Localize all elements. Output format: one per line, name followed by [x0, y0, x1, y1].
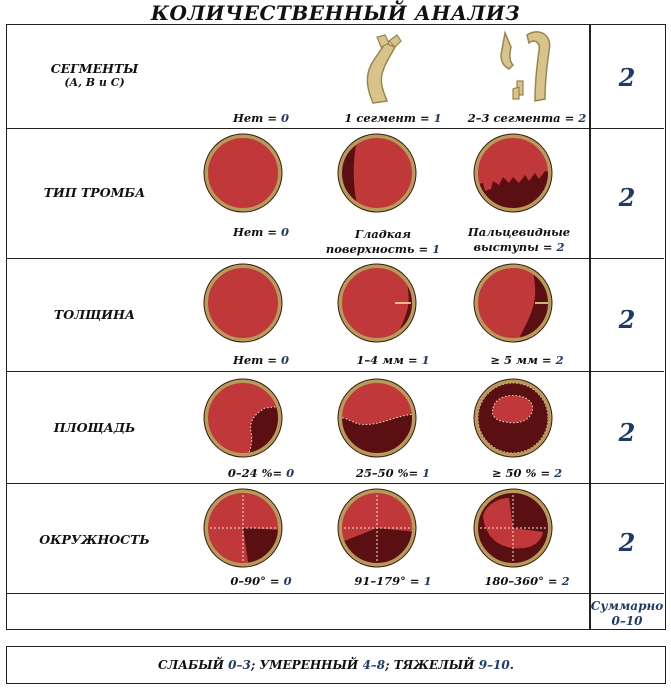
caption-area-0: 0–24 %= 0: [227, 466, 295, 480]
caption-thickness-1: 1–4 мм = 1: [356, 353, 430, 367]
row-area: [7, 372, 664, 484]
caption-circ-0: 0–90° = 0: [230, 574, 292, 588]
circle-no-thrombus: [203, 133, 283, 213]
circle-area-large: [473, 378, 553, 458]
caption-thickness-2: ≥ 5 мм = 2: [490, 353, 564, 367]
caption-type-2: Пальцевидные выступы = 2: [467, 225, 571, 254]
severity-legend: СЛАБЫЙ 0–3; УМЕРЕННЫЙ 4–8; ТЯЖЕЛЫЙ 9–10.: [6, 646, 666, 684]
circle-circ-medium: [337, 488, 417, 568]
circle-area-small: [203, 378, 283, 458]
row-label-area: ПЛОЩАДЬ: [53, 420, 136, 435]
caption-segments-2: 2–3 сегмента = 2: [467, 111, 587, 125]
caption-circ-2: 180–360° = 2: [484, 574, 570, 588]
circle-smooth-thrombus: [337, 133, 417, 213]
caption-area-1: 25–50 %= 1: [355, 466, 431, 480]
score-segments: 2: [618, 63, 636, 92]
caption-segments-0: Нет = 0: [232, 111, 289, 125]
row-label-segments: [7, 61, 182, 89]
summary-total: [590, 599, 664, 629]
row-label-line: СЕГМЕНТЫ: [50, 61, 139, 76]
circle-circ-small: [203, 488, 283, 568]
circle-thin-thrombus: [337, 263, 417, 343]
circle-finger-thrombus: [473, 133, 553, 213]
score-area: 2: [618, 418, 636, 447]
row-label-circumference: ОКРУЖНОСТЬ: [39, 532, 150, 547]
caption-type-1: Гладкая поверхность = 1: [325, 227, 441, 256]
circle-area-medium: [337, 378, 417, 458]
row-label-thickness: ТОЛЩИНА: [53, 307, 136, 322]
score-thickness: 2: [618, 305, 636, 334]
circle-thick-thrombus: [473, 263, 553, 343]
caption-type-0: Нет = 0: [232, 225, 289, 239]
summary-range: 0–10: [611, 614, 643, 628]
row-thrombus-type: [7, 129, 664, 259]
circle-no-thickness: [203, 263, 283, 343]
caption-circ-1: 91–179° = 1: [354, 574, 432, 588]
caption-segments-1: 1 сегмент = 1: [344, 111, 442, 125]
row-circumference: [7, 484, 664, 594]
score-thrombus-type: 2: [618, 183, 636, 212]
scoring-table: [6, 24, 666, 630]
circle-circ-large: [473, 488, 553, 568]
row-label-sub: (A, B и C): [64, 76, 125, 89]
summary-label: Суммарно: [590, 599, 664, 613]
row-thickness: [7, 259, 664, 372]
multi-segment-vessel-image: [483, 25, 573, 109]
score-circumference: 2: [618, 528, 636, 557]
row-label-thrombus-type: ТИП ТРОМБА: [43, 185, 146, 200]
row-segments: [7, 25, 664, 129]
caption-area-2: ≥ 50 % = 2: [491, 466, 563, 480]
single-segment-vessel-image: [337, 29, 417, 109]
page-title: КОЛИЧЕСТВЕННЫЙ АНАЛИЗ: [150, 1, 521, 25]
caption-thickness-0: Нет = 0: [232, 353, 289, 367]
